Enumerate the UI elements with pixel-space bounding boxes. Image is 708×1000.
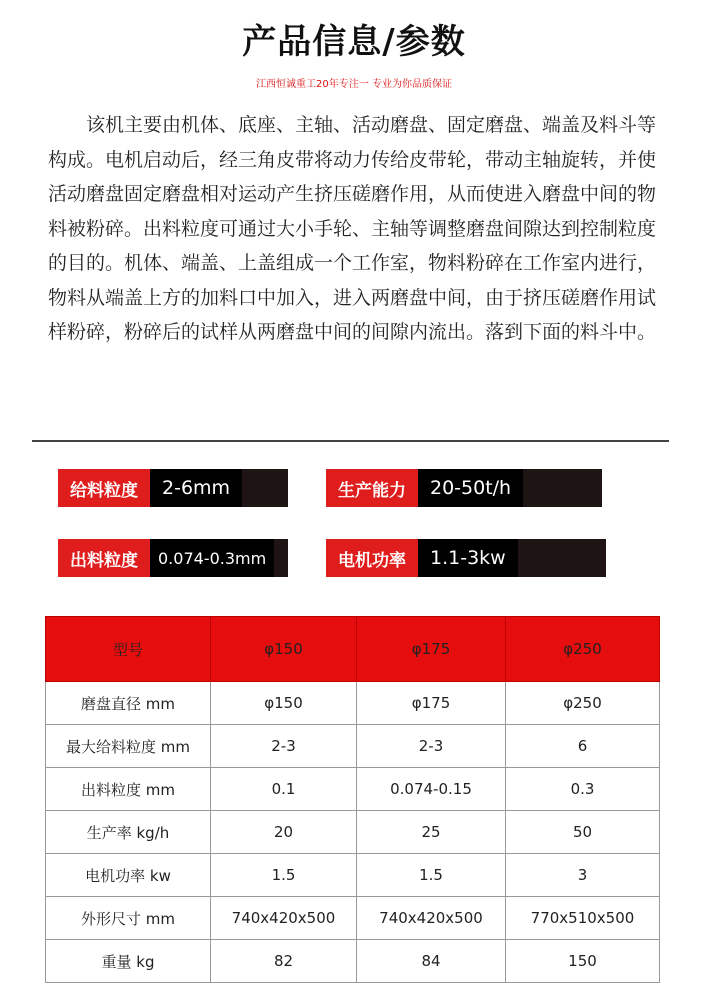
- page-title: 产品信息/参数: [242, 22, 466, 62]
- row-label: 出料粒度 mm: [46, 768, 211, 811]
- table-row: [46, 725, 660, 768]
- table-cell: 0.1: [211, 768, 357, 811]
- spec-value: 20-50t/h: [418, 469, 523, 507]
- table-cell: φ150: [211, 682, 357, 725]
- spec-value: 2-6mm: [150, 469, 242, 507]
- table-cell: 770x510x500: [506, 897, 660, 940]
- table-cell: 50: [506, 811, 660, 854]
- spec-value: 0.074-0.3mm: [150, 539, 274, 577]
- row-label: 生产率 kg/h: [46, 811, 211, 854]
- table-cell: 3: [506, 854, 660, 897]
- table-cell: 1.5: [211, 854, 357, 897]
- table-cell: 20: [211, 811, 357, 854]
- header-cell: φ150: [211, 617, 357, 682]
- table-cell: 740x420x500: [211, 897, 357, 940]
- table-row: [46, 854, 660, 897]
- table-cell: φ175: [357, 682, 506, 725]
- table-row: [46, 811, 660, 854]
- spec-label: 出料粒度: [58, 539, 150, 577]
- table-cell: 84: [357, 940, 506, 983]
- table-row: [46, 940, 660, 983]
- spec-value: 1.1-3kw: [418, 539, 518, 577]
- row-label: 磨盘直径 mm: [46, 682, 211, 725]
- spec-label: 给料粒度: [58, 469, 150, 507]
- table-cell: 82: [211, 940, 357, 983]
- table-row: [46, 897, 660, 940]
- header-cell: φ175: [357, 617, 506, 682]
- table-row: [46, 682, 660, 725]
- table-cell: 150: [506, 940, 660, 983]
- table-row: [46, 768, 660, 811]
- section-divider: [32, 440, 669, 442]
- header-cell: φ250: [506, 617, 660, 682]
- table-cell: φ250: [506, 682, 660, 725]
- spec-feed-size: [58, 469, 288, 507]
- table-cell: 25: [357, 811, 506, 854]
- header-cell: 型号: [46, 617, 211, 682]
- table-cell: 6: [506, 725, 660, 768]
- parameter-table: [45, 616, 660, 983]
- table-header-row: [46, 617, 660, 682]
- row-label: 最大给料粒度 mm: [46, 725, 211, 768]
- spec-label: 生产能力: [326, 469, 418, 507]
- row-label: 外形尺寸 mm: [46, 897, 211, 940]
- table-cell: 2-3: [211, 725, 357, 768]
- row-label: 电机功率 kw: [46, 854, 211, 897]
- spec-motor-power: [326, 539, 606, 577]
- spec-output-size: [58, 539, 288, 577]
- table-cell: 0.3: [506, 768, 660, 811]
- table-cell: 0.074-0.15: [357, 768, 506, 811]
- spec-capacity: [326, 469, 602, 507]
- table-cell: 2-3: [357, 725, 506, 768]
- page-subtitle: 江西恒诚重工20年专注一 专业为你品质保证: [256, 79, 452, 90]
- table-cell: 740x420x500: [357, 897, 506, 940]
- spec-label: 电机功率: [326, 539, 418, 577]
- table-cell: 1.5: [357, 854, 506, 897]
- intro-paragraph: 该机主要由机体、底座、主轴、活动磨盘、固定磨盘、端盖及料斗等构成。电机启动后，经三角皮带将动力传给皮带轮，带动主轴旋转，并使活动磨盘固定磨盘相对运动产生挤压磋磨作用，从而使进入磨盘中间的物料被粉碎。出料粒度可通过大小手轮、主轴等调整磨盘间隙达到控制粒度的目的。机体、端盖、上盖组成一个工作室，物料粉碎在工作室内进行，物料从端盖上方的加料口中加入，进入两磨盘中间，由于挤压磋磨作用试样粉碎，粉碎后的试样从两磨盘中间的间隙内流出。落到下面的料斗中。: [48, 114, 657, 343]
- row-label: 重量 kg: [46, 940, 211, 983]
